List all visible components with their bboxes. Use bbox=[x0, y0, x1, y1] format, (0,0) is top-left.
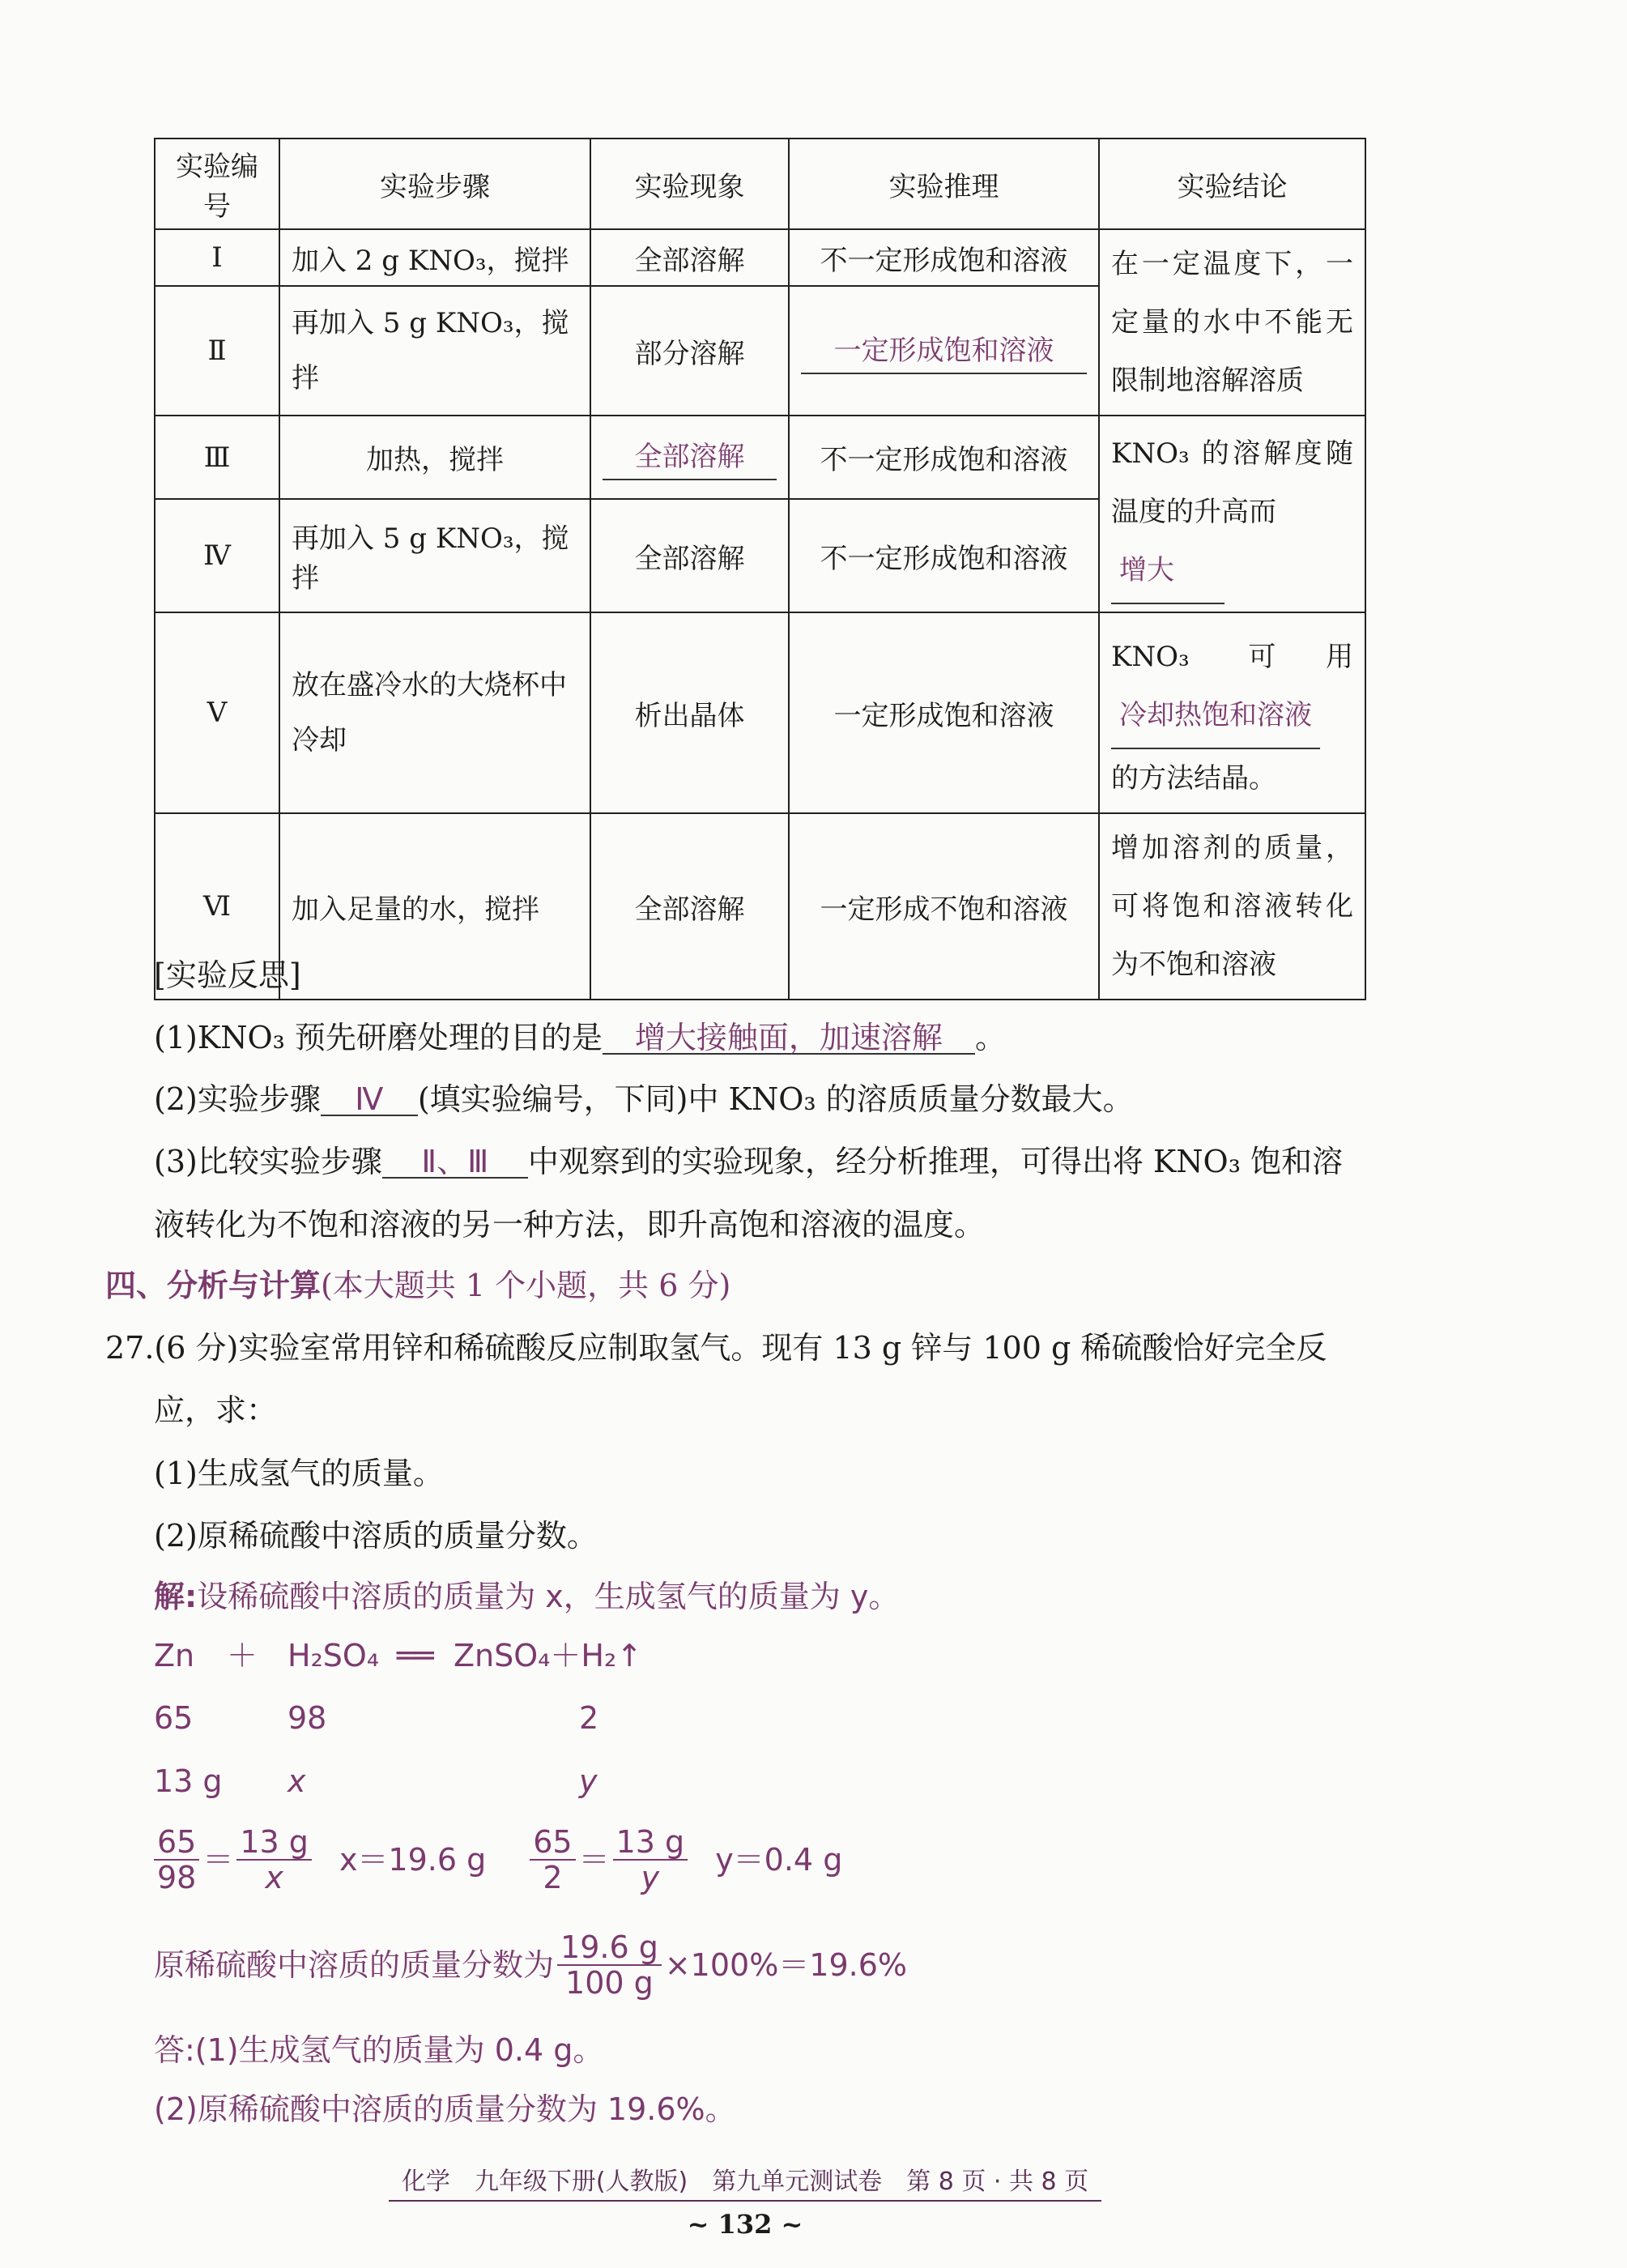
fraction-den: 100 g bbox=[565, 1965, 654, 2001]
row-inference: 不一定形成饱和溶液 bbox=[789, 499, 1099, 612]
mass-zn: 65 bbox=[154, 1700, 194, 1736]
fraction-den: 2 bbox=[543, 1860, 563, 1895]
conclusion-3 bbox=[1099, 612, 1365, 813]
given-zn: 13 g bbox=[154, 1763, 223, 1799]
fraction-num: 13 g bbox=[613, 1827, 688, 1861]
q27-line1: 27.(6 分)实验室常用锌和稀硫酸反应制取氢气。现有 13 g 锌与 100 g 稀硫酸恰好完全反 bbox=[105, 1330, 1327, 1366]
q3-post: 中观察到的实验现象，经分析推理，可得出将 KNO₃ 饱和溶 bbox=[527, 1144, 1344, 1179]
header-cell: 实验现象 bbox=[590, 139, 789, 229]
row-inference: 不一定形成饱和溶液 bbox=[789, 416, 1099, 499]
row-phenomenon: 全部溶解 bbox=[590, 499, 789, 612]
equation-plus: ＋ bbox=[227, 1638, 258, 1673]
q3-answer: Ⅱ、Ⅲ bbox=[382, 1146, 528, 1179]
row-id: Ⅵ bbox=[155, 813, 279, 1000]
ratio-row bbox=[151, 1824, 843, 1895]
mass-fraction-text: 原稀硫酸中溶质的质量分数为 bbox=[154, 1947, 555, 1983]
mass-h2: 2 bbox=[579, 1700, 599, 1736]
fraction bbox=[236, 1824, 312, 1895]
given-y: y bbox=[579, 1763, 598, 1799]
answer-1: 答:(1)生成氢气的质量为 0.4 g。 bbox=[154, 2032, 604, 2068]
fraction-num: 65 bbox=[154, 1827, 199, 1861]
row-step: 加入足量的水，搅拌 bbox=[279, 813, 590, 1000]
row-inference: 一定形成不饱和溶液 bbox=[789, 813, 1099, 1000]
result-y: y＝0.4 g bbox=[715, 1842, 843, 1878]
q2-text: (2)实验步骤 bbox=[154, 1081, 321, 1117]
fraction-den: y bbox=[641, 1860, 660, 1895]
result-x: x＝19.6 g bbox=[339, 1842, 487, 1878]
row-phenomenon: 析出晶体 bbox=[590, 612, 789, 813]
mass-fraction-result: ×100%＝19.6% bbox=[664, 1947, 908, 1983]
conclusion-3-post: 的方法结晶。 bbox=[1111, 762, 1276, 795]
table-header-row bbox=[155, 139, 1365, 229]
answer-inference-2: 一定形成饱和溶液 bbox=[801, 328, 1087, 374]
fraction-den: 98 bbox=[157, 1860, 197, 1895]
equals-sign: ＝ bbox=[202, 1842, 234, 1878]
row-phenomenon-blank bbox=[590, 416, 789, 499]
conclusion-2 bbox=[1099, 416, 1365, 612]
row-step: 加入 2 g KNO₃，搅拌 bbox=[279, 229, 590, 286]
fraction bbox=[613, 1824, 688, 1895]
row-step: 加热，搅拌 bbox=[279, 416, 590, 499]
header-cell: 实验步骤 bbox=[279, 139, 590, 229]
row-phenomenon: 部分溶解 bbox=[590, 286, 789, 416]
row-id: Ⅳ bbox=[155, 499, 279, 612]
experiment-table bbox=[154, 138, 1366, 1000]
reflection-q3 bbox=[154, 1146, 1343, 1179]
equation-zn: Zn bbox=[154, 1638, 195, 1673]
equation-arrow: ══ bbox=[397, 1638, 434, 1673]
row-inference: 不一定形成饱和溶液 bbox=[789, 229, 1099, 286]
reflection-q1 bbox=[154, 1022, 1006, 1055]
q2-answer: Ⅳ bbox=[321, 1084, 418, 1116]
row-step: 再加入 5 g KNO₃，搅拌 bbox=[279, 499, 590, 612]
q27-sub2: (2)原稀硫酸中溶质的质量分数。 bbox=[154, 1518, 598, 1554]
row-id: Ⅴ bbox=[155, 612, 279, 813]
fraction-num: 65 bbox=[530, 1827, 575, 1861]
q27-line2: 应，求： bbox=[154, 1392, 278, 1428]
fraction-num: 13 g bbox=[236, 1827, 312, 1861]
section-4-note: (本大题共 1 个小题，共 6 分) bbox=[321, 1268, 731, 1303]
answer-phenomenon-3: 全部溶解 bbox=[603, 434, 777, 480]
fraction bbox=[557, 1929, 662, 2001]
row-id: Ⅱ bbox=[155, 286, 279, 416]
answer-conclusion-2: 增大 bbox=[1111, 541, 1225, 604]
footer-text: 化学 九年级下册(人教版) 第九单元测试卷 第 8 页 · 共 8 页 bbox=[389, 2161, 1101, 2202]
equation-h2so4: H₂SO₄ bbox=[287, 1638, 380, 1673]
q1-post: 。 bbox=[974, 1020, 1006, 1055]
q27-sub1: (1)生成氢气的质量。 bbox=[154, 1456, 444, 1491]
reflection-q2 bbox=[154, 1081, 1134, 1117]
row-id: Ⅰ bbox=[155, 229, 279, 286]
fraction-den: x bbox=[265, 1860, 283, 1895]
section-4-heading bbox=[105, 1270, 730, 1301]
conclusion-2-text: KNO₃ 的溶解度随温度的升高而 bbox=[1111, 437, 1353, 528]
section-4-title: 四、分析与计算 bbox=[105, 1268, 322, 1303]
header-cell: 实验编号 bbox=[155, 139, 279, 229]
fraction bbox=[154, 1824, 199, 1895]
row-phenomenon: 全部溶解 bbox=[590, 229, 789, 286]
conclusion-1: 在一定温度下，一定量的水中不能无限制地溶解溶质 bbox=[1099, 229, 1365, 416]
table-row bbox=[155, 813, 1365, 1000]
q1-answer: 增大接触面，加速溶解 bbox=[603, 1022, 975, 1055]
row-phenomenon: 全部溶解 bbox=[590, 813, 789, 1000]
conclusion-4: 增加溶剂的质量，可将饱和溶液转化为不饱和溶液 bbox=[1099, 813, 1365, 1000]
row-step: 放在盛冷水的大烧杯中冷却 bbox=[279, 612, 590, 813]
reflection-q3-line2: 液转化为不饱和溶液的另一种方法，即升高饱和溶液的温度。 bbox=[154, 1207, 986, 1243]
header-cell: 实验推理 bbox=[789, 139, 1099, 229]
answer-conclusion-3: 冷却热饱和溶液 bbox=[1111, 686, 1320, 749]
q3-text: (3)比较实验步骤 bbox=[154, 1144, 382, 1179]
row-inference-blank bbox=[789, 286, 1099, 416]
table-row bbox=[155, 612, 1365, 813]
solution-intro-text: 设稀硫酸中溶质的质量为 x，生成氢气的质量为 y。 bbox=[197, 1579, 900, 1614]
reflection-heading: [实验反思] bbox=[154, 957, 301, 993]
q2-post: (填实验编号，下同)中 KNO₃ 的溶质质量分数最大。 bbox=[417, 1081, 1134, 1117]
answer-2: (2)原稀硫酸中溶质的质量分数为 19.6%。 bbox=[154, 2091, 736, 2127]
solution-label: 解: bbox=[154, 1579, 198, 1614]
table-row bbox=[155, 229, 1365, 286]
page-number: ~ 132 ~ bbox=[687, 2209, 803, 2240]
given-x: x bbox=[287, 1763, 306, 1799]
fraction-num: 19.6 g bbox=[557, 1932, 662, 1966]
mass-fraction-line bbox=[154, 1929, 908, 2001]
equation-products: ZnSO₄＋H₂↑ bbox=[454, 1638, 643, 1673]
mass-h2so4: 98 bbox=[287, 1700, 327, 1736]
row-inference: 一定形成饱和溶液 bbox=[789, 612, 1099, 813]
row-step: 再加入 5 g KNO₃，搅拌 bbox=[279, 286, 590, 416]
conclusion-3-pre: KNO₃ 可用 bbox=[1111, 641, 1353, 673]
header-cell: 实验结论 bbox=[1099, 139, 1365, 229]
row-id: Ⅲ bbox=[155, 416, 279, 499]
equals-sign: ＝ bbox=[578, 1842, 610, 1878]
q1-text: (1)KNO₃ 预先研磨处理的目的是 bbox=[154, 1020, 603, 1055]
solution-intro bbox=[154, 1581, 899, 1612]
table-row bbox=[155, 416, 1365, 499]
fraction bbox=[530, 1824, 575, 1895]
